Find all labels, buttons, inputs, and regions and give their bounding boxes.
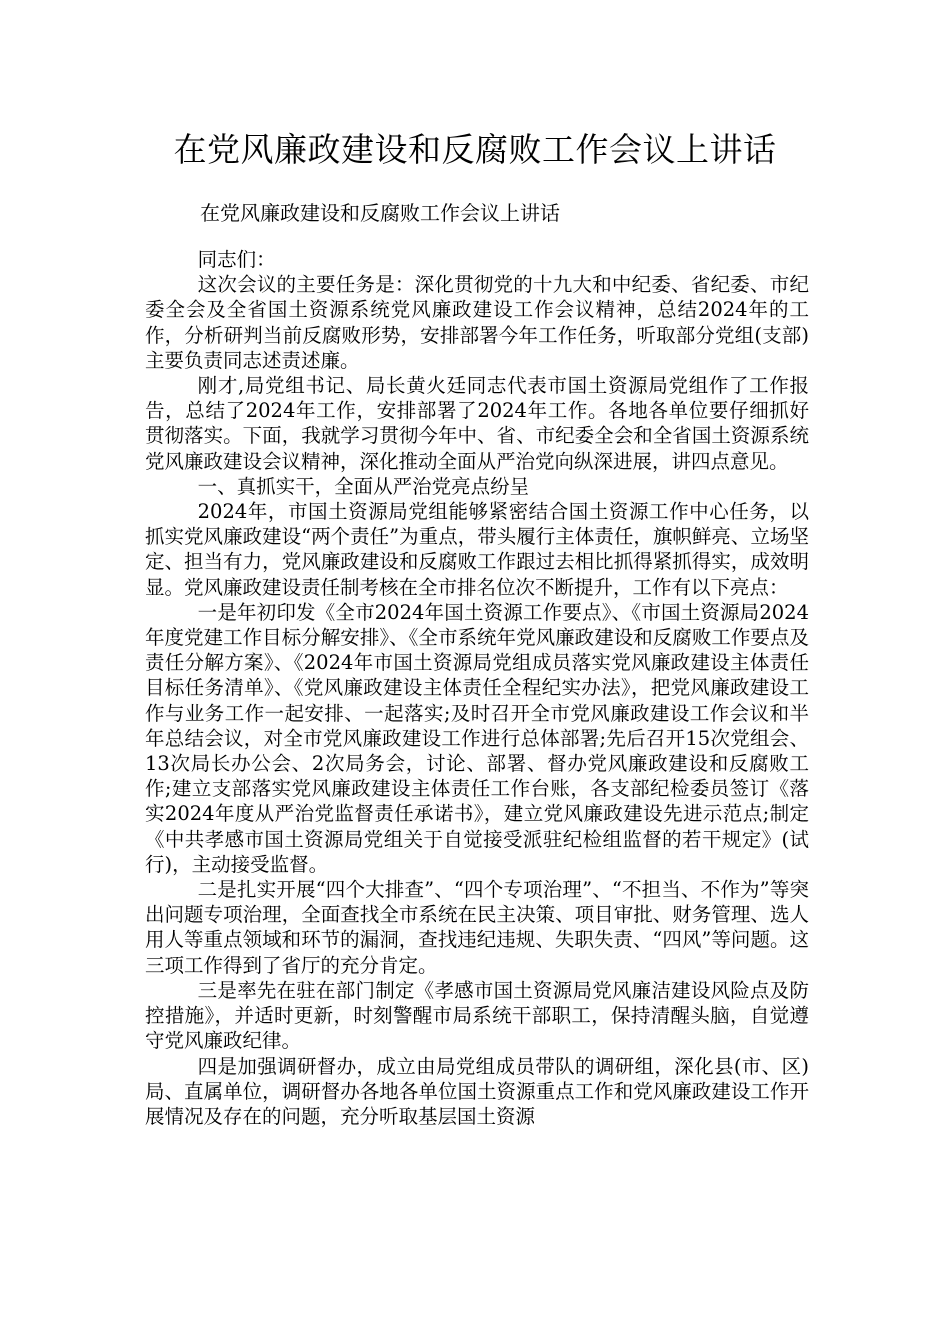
greeting: 同志们： xyxy=(197,248,276,271)
paragraph-highlight-3: 三是率先在驻在部门制定《孝感市国土资源局党风廉洁建设风险点及防控措施》，并适时更新，时刻警醒市局系统干部职工，保持清醒头脑，自觉遵守党风廉政纪律。 xyxy=(145,978,809,1053)
paragraph-report: 刚才,局党组书记、局长黄火廷同志代表市国土资源局党组作了工作报告，总结了2024年工作，安排部署了2024年工作。各地各单位要仔细抓好贯彻落实。下面，我就学习贯彻今年中、省、市纪委全会和全省国土资源系统党风廉政建设会议精神，深化推动全面从严治党向纵深进展，讲四点意见。 xyxy=(145,374,809,473)
paragraph-summary: 2024年，市国土资源局党组能够紧密结合国土资源工作中心任务，以抓实党风廉政建设“两个责任”为重点，带头履行主体责任，旗帜鲜亮、立场坚定、担当有力，党风廉政建设和反腐败工作跟过去相比抓得紧抓得实，成效明显。党风廉政建设责任制考核在全市排名位次不断提升，工作有以下亮点： xyxy=(145,500,809,599)
document-body xyxy=(145,247,809,1129)
paragraph-intro: 这次会议的主要任务是：深化贯彻党的十九大和中纪委、省纪委、市纪委全会及全省国土资源系统党风廉政建设工作会议精神，总结2024年的工作，分析研判当前反腐败形势，安排部署今年工作任务，听取部分党组(支部)主要负责同志述责述廉。 xyxy=(145,273,809,372)
paragraph-highlight-2: 二是扎实开展“四个大排查”、“四个专项治理”、“不担当、不作为”等突出问题专项治理，全面查找全市系统在民主决策、项目审批、财务管理、选人用人等重点领域和环节的漏洞，查找违纪违规、失职失责、“四风”等问题。这三项工作得到了省厅的充分肯定。 xyxy=(145,878,809,977)
paragraph-highlight-4: 四是加强调研督办，成立由局党组成员带队的调研组，深化县(市、区)局、直属单位，调研督办各地各单位国土资源重点工作和党风廉政建设工作开展情况及存在的问题，充分听取基层国土资源 xyxy=(145,1054,809,1128)
section-heading-1: 一、真抓实干，全面从严治党亮点纷呈 xyxy=(197,474,530,498)
paragraph-highlight-1: 一是年初印发《全市2024年国土资源工作要点》、《市国土资源局2024年度党建工作目标分解安排》、《全市系统年党风廉政建设和反腐败工作要点及责任分解方案》、《2024年市国土资源局党组成员落实党风廉政建设主体责任目标任务清单》、《党风廉政建设主体责任全程纪实办法》，把党风廉政建设工作与业务工作一起安排、一起落实;及时召开全市党风廉政建设工作会议和半年总结会议，对全市党风廉政建设工作进行总体部署;先后召开15次党组会、13次局长办公会、2次局务会，讨论、部署、督办党风廉政建设和反腐败工作;建立支部落实党风廉政建设主体责任工作台账，各支部纪检委员签订《落实2024年度从严治党监督责任承诺书》，建立党风廉政建设先进示范点;制定《中共孝感市国土资源局党组关于自觉接受派驻纪检组监督的若干规定》(试行)，主动接受监督。 xyxy=(145,600,809,876)
document-subtitle: 在党风廉政建设和反腐败工作会议上讲话 xyxy=(200,201,560,225)
document-title: 在党风廉政建设和反腐败工作会议上讲话 xyxy=(173,130,777,169)
